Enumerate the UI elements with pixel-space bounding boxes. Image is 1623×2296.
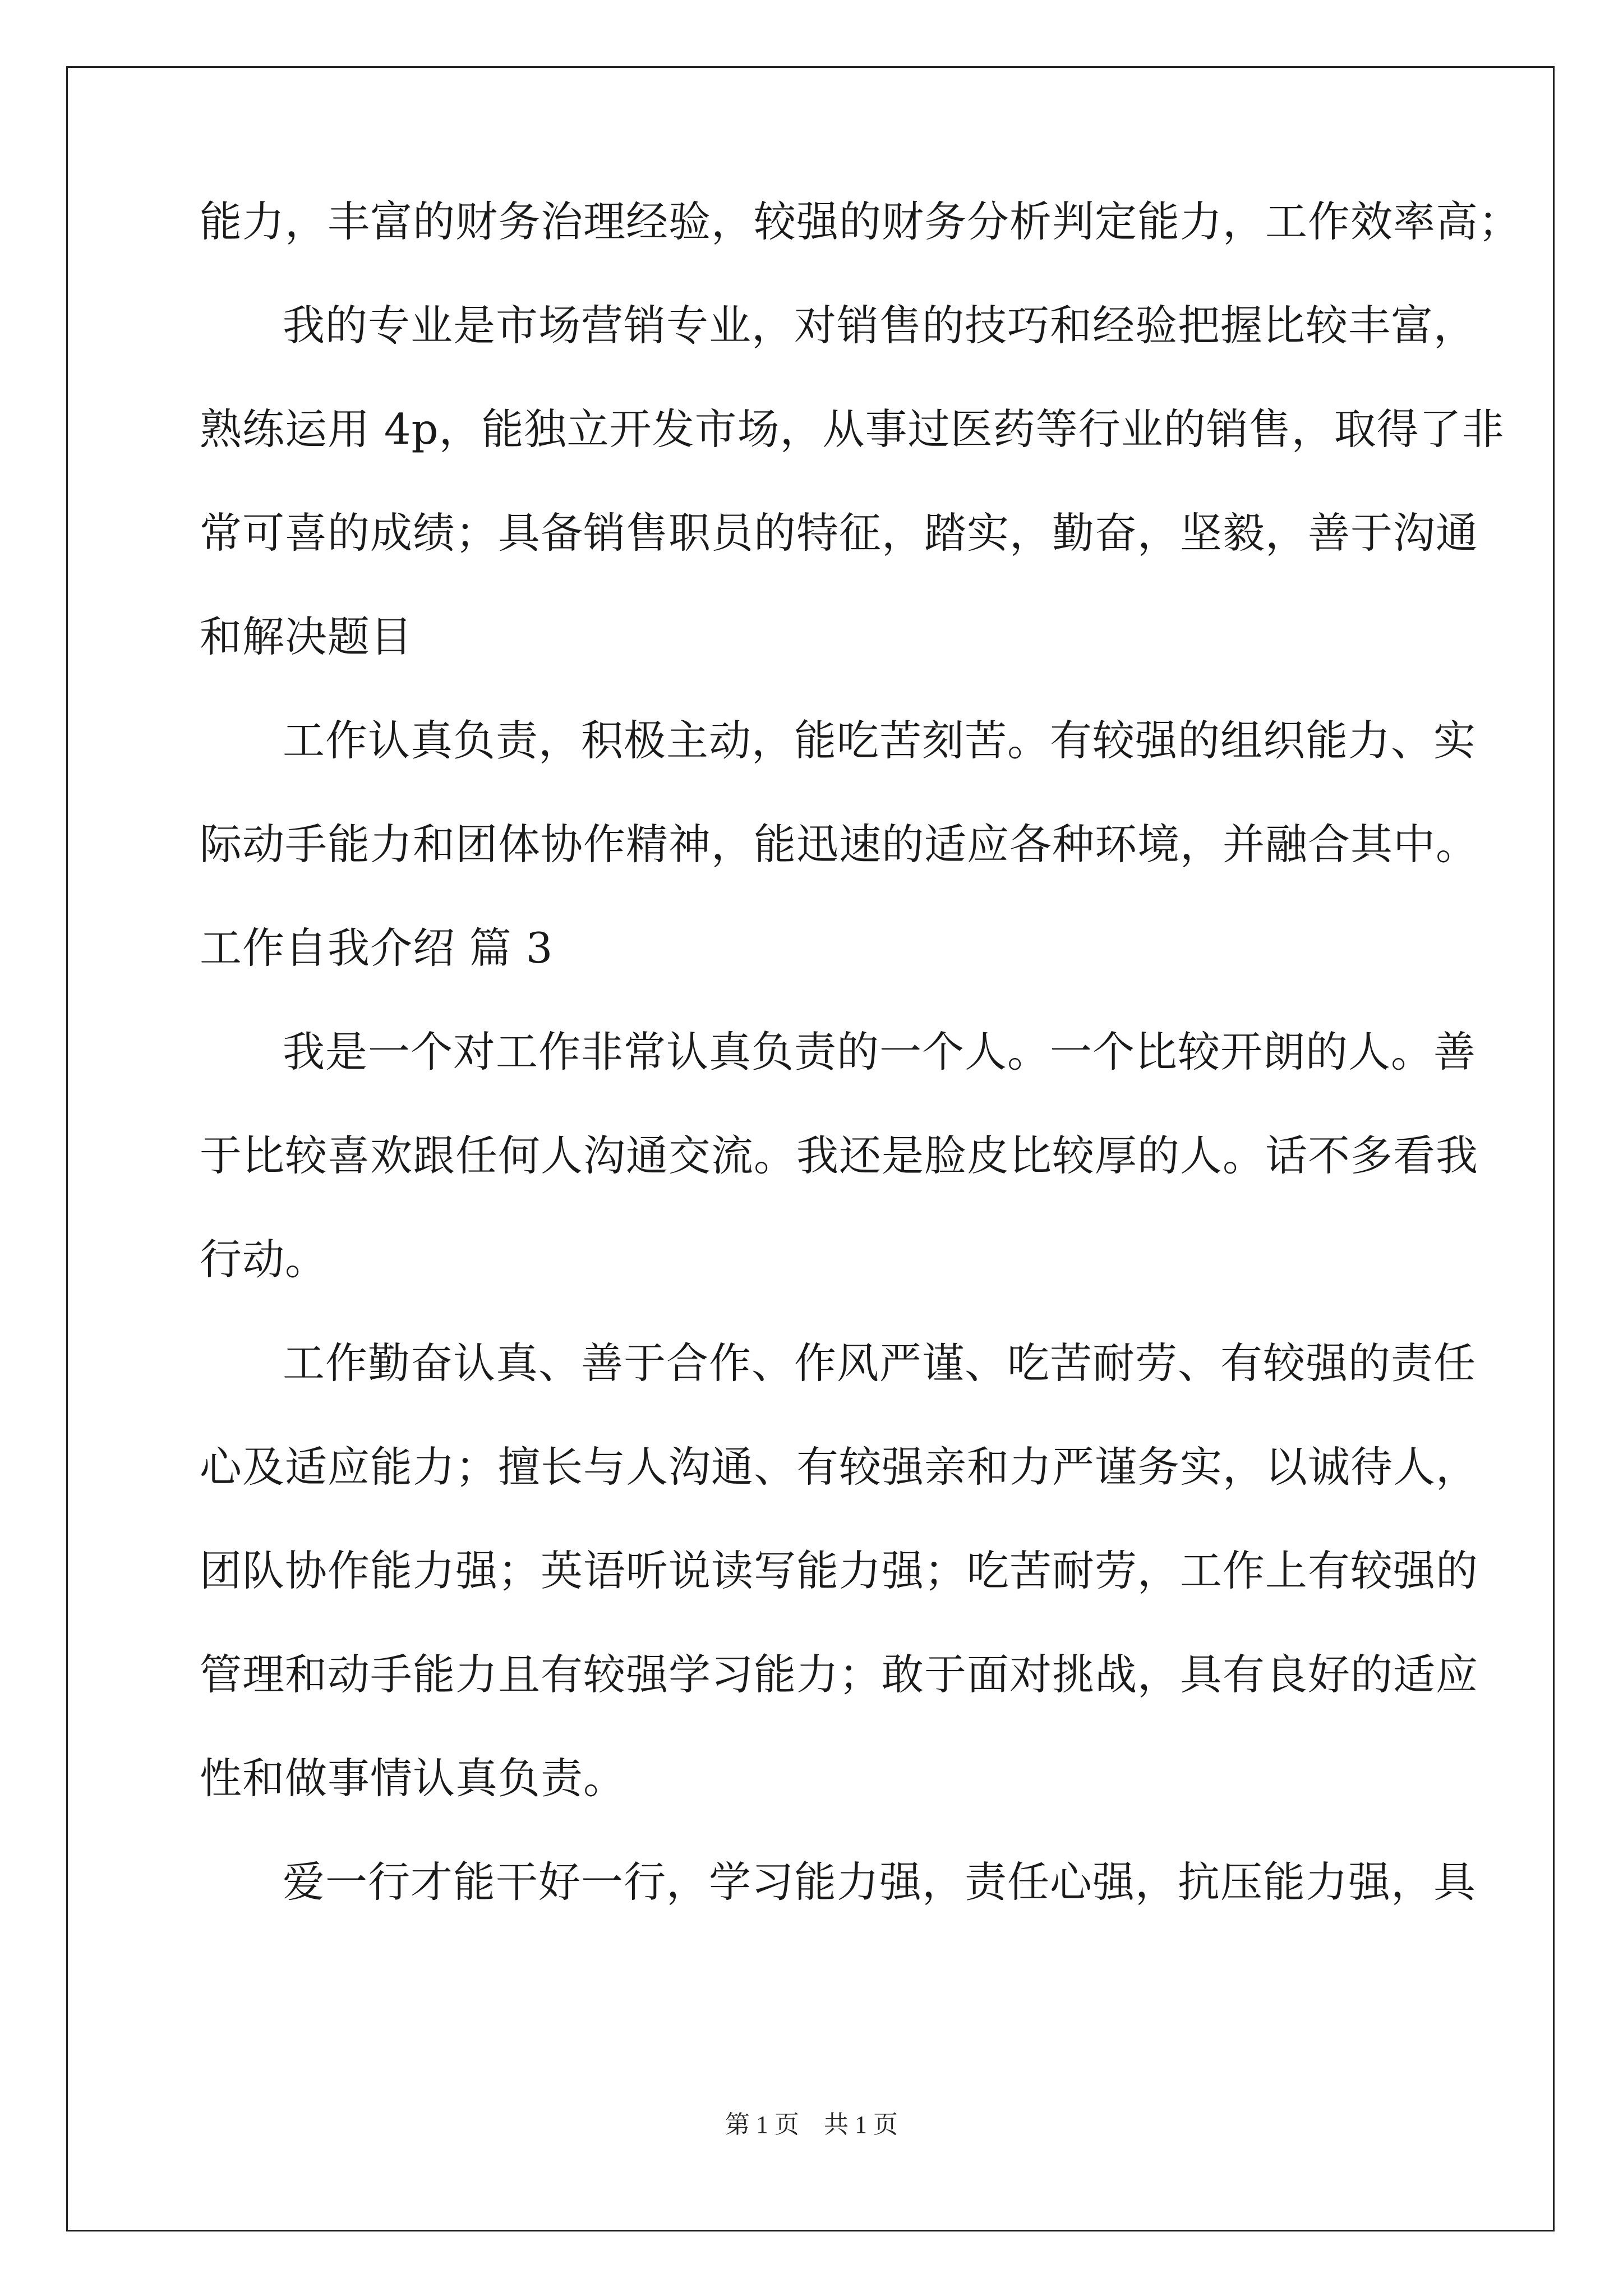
paragraph-first-line: 我是一个对工作非常认真负责的一个人。一个比较开朗的人。善 — [283, 1027, 1477, 1076]
page-footer — [0, 2108, 1623, 2142]
section-heading: 工作自我介绍 篇 3 — [200, 923, 554, 973]
text-line: 心及适应能力；擅长与人沟通、有较强亲和力严谨务实，以诚待人， — [200, 1442, 1479, 1492]
paragraph-first-line: 工作认真负责，积极主动，能吃苦刻苦。有较强的组织能力、实 — [283, 716, 1477, 765]
paragraph-first-line: 工作勤奋认真、善于合作、作风严谨、吃苦耐劳、有较强的责任 — [283, 1338, 1477, 1388]
text-line: 管理和动手能力且有较强学习能力；敢于面对挑战，具有良好的适应 — [200, 1650, 1479, 1699]
text-line: 际动手能力和团体协作精神，能迅速的适应各种环境，并融合其中。 — [200, 820, 1479, 869]
paragraph-first-line: 爱一行才能干好一行，学习能力强，责任心强，抗压能力强，具 — [283, 1857, 1477, 1907]
paragraph-first-line: 我的专业是市场营销专业，对销售的技巧和经验把握比较丰富， — [283, 301, 1477, 350]
text-line: 于比较喜欢跟任何人沟通交流。我还是脸皮比较厚的人。话不多看我 — [200, 1131, 1479, 1180]
text-line: 能力，丰富的财务治理经验，较强的财务分析判定能力，工作效率高； — [200, 197, 1521, 246]
page-total: 共 1 页 — [824, 2111, 898, 2138]
page-number: 第 1 页 — [725, 2111, 799, 2138]
text-line: 性和做事情认真负责。 — [200, 1754, 626, 1803]
text-line: 团队协作能力强；英语听说读写能力强；吃苦耐劳，工作上有较强的 — [200, 1546, 1479, 1595]
text-line: 常可喜的成绩；具备销售职员的特征，踏实，勤奋，坚毅，善于沟通 — [200, 508, 1479, 558]
text-line: 和解决题目 — [200, 612, 413, 661]
text-line: 行动。 — [200, 1235, 328, 1284]
text-line: 熟练运用 4p，能独立开发市场，从事过医药等行业的销售，取得了非 — [200, 404, 1505, 454]
